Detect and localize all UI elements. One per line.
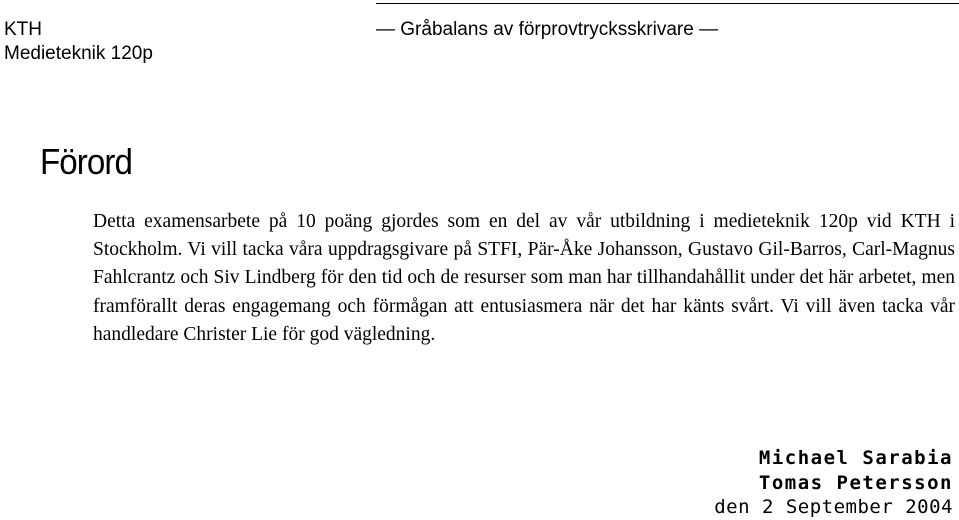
section-title: Förord	[40, 141, 133, 182]
header-left	[4, 18, 153, 66]
header-org: KTH	[4, 19, 42, 40]
signature-date: den 2 September 2004	[714, 496, 953, 518]
author-name-2: Tomas Petersson	[758, 471, 953, 494]
header-program: Medieteknik 120p	[4, 43, 153, 64]
preface-paragraph: Detta examensarbete på 10 poäng gjordes som en del av vår utbildning i medieteknik 120p vid KTH i Stockholm. Vi vill tacka våra uppdragsgivare på STFI, Pär-Åke Johansson, Gustavo Gil-Barros, Carl-Magnus Fahlcrantz och Siv Lindberg för den tid och de resurser som man har tillhandahållit under det här arbetet, men framförallt deras engagemang och förmågan att entusiasmera när det har känts svårt. Vi vill även tacka vår handledare Christer Lie för god vägledning.	[93, 211, 955, 345]
header-doc-title: — Gråbalans av förprovtrycksskrivare —	[376, 19, 719, 40]
header-rule	[376, 3, 959, 4]
author-name-1: Michael Sarabia	[758, 447, 953, 469]
signature-block	[714, 446, 953, 520]
